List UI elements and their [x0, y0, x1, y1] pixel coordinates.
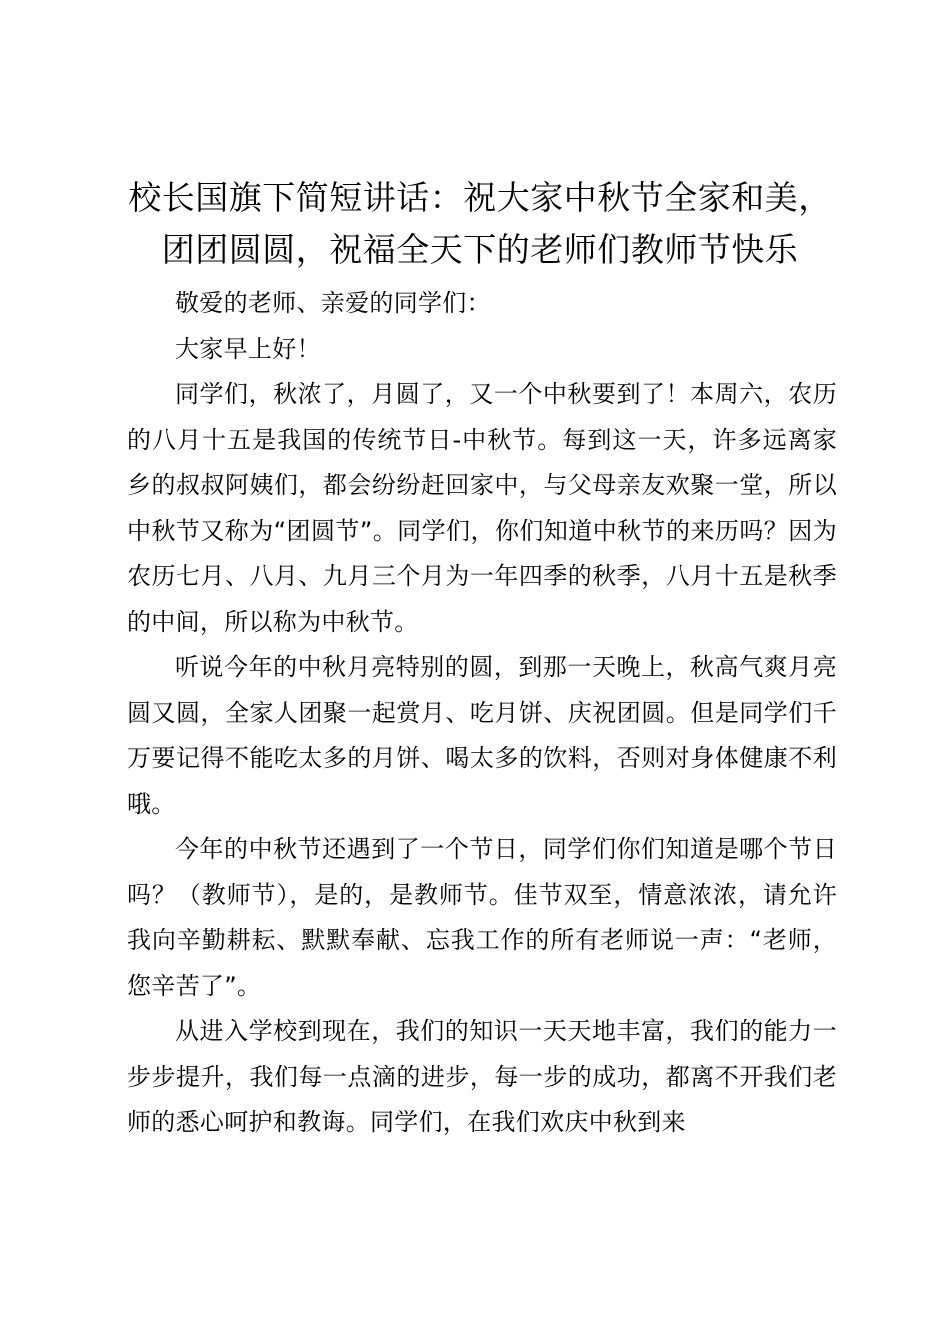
- document-body: [127, 281, 837, 1146]
- title-line-2: 团团圆圆，祝福全天下的老师们教师节快乐: [161, 230, 799, 269]
- page-title: [100, 172, 860, 276]
- paragraph-mid-autumn-origin: 同学们，秋浓了，月圆了，又一个中秋要到了！本周六，农历的八月十五是我国的传统节日-中秋节。每到这一天，许多远离家乡的叔叔阿姨们，都会纷纷赶回家中，与父母亲友欢聚一堂，所以中秋节又称为“团圆节”。同学们，你们知道中秋节的来历吗？因为农历七月、八月、九月三个月为一年四季的秋季，八月十五是秋季的中间，所以称为中秋节。: [127, 380, 837, 636]
- paragraph-salutation: 敬爱的老师、亲爱的同学们：: [175, 289, 491, 317]
- paragraph-thanks-teachers: 从进入学校到现在，我们的知识一天天地丰富，我们的能力一步步提升，我们每一点滴的进步，每一步的成功，都离不开我们老师的悉心呵护和教诲。同学们，在我们欢庆中秋到来: [127, 1017, 837, 1136]
- paragraph-greeting: 大家早上好！: [175, 334, 321, 363]
- paragraph-moon-reunion: 听说今年的中秋月亮特别的圆，到那一天晚上，秋高气爽月亮圆又圆，全家人团聚一起赏月、吃月饼、庆祝团圆。但是同学们千万要记得不能吃太多的月饼、喝太多的饮料，否则对身体健康不利哦。: [127, 653, 837, 818]
- title-line-1: 校长国旗下简短讲话：祝大家中秋节全家和美，: [128, 178, 832, 217]
- paragraph-teachers-day: 今年的中秋节还遇到了一个节日，同学们你们知道是哪个节日吗？（教师节），是的，是教师节。佳节双至，情意浓浓，请允许我向辛勤耕耘、默默奉献、忘我工作的所有老师说一声：“老师，您辛苦了”。: [127, 835, 837, 1000]
